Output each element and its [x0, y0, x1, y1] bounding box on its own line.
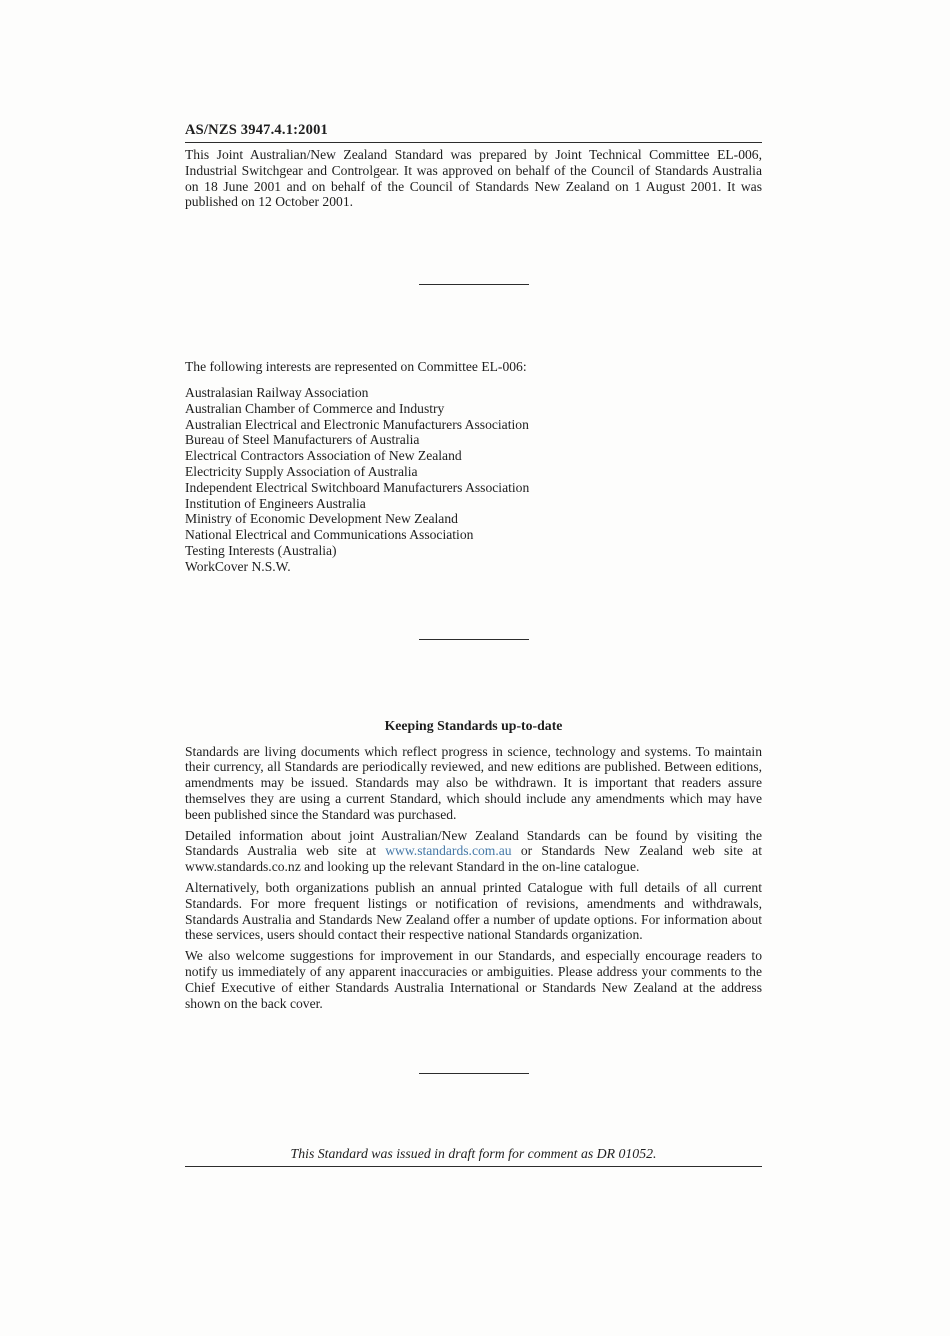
section-divider	[419, 284, 529, 285]
keeping-paragraph-4: We also welcome suggestions for improvement in our Standards, and especially encourage readers to notify us immediately of any apparent inaccuracies or ambiguities. Please address your comments to the Chief Executive of either Standards Australia International or Standards New Zealand at the address shown on the back cover.	[185, 948, 762, 1011]
committee-member: Electrical Contractors Association of New Zealand	[185, 448, 462, 464]
page-content	[185, 122, 762, 1167]
committee-member: Testing Interests (Australia)	[185, 542, 337, 558]
committee-member: National Electrical and Communications Association	[185, 527, 474, 543]
standards-australia-web-link[interactable]: www.standards.com.au	[385, 843, 512, 859]
keeping-paragraph-3: Alternatively, both organizations publish an annual printed Catalogue with full details of all current Standards. For more frequent listings or notification of revisions, amendments and withdrawals, Standards Australia and Standards New Zealand offer a number of update options. For information about these services, users should contact their respective national Standards organization.	[185, 879, 762, 943]
page-footer	[185, 1146, 762, 1167]
header-rule	[185, 142, 762, 143]
keeping-standards-heading: Keeping Standards up-to-date	[384, 717, 563, 733]
preparation-note: This Joint Australian/New Zealand Standard was prepared by Joint Technical Committee EL-006, Industrial Switchgear and Controlgear. It was approved on behalf of the Council of Standards Australia on 18 June 2001 and on behalf of the Council of Standards New Zealand on 1 August 2001. It was published on 12 October 2001.	[185, 147, 762, 210]
committee-member: Australasian Railway Association	[185, 384, 369, 400]
standard-number: AS/NZS 3947.4.1:2001	[185, 122, 328, 138]
committee-member: Australian Chamber of Commerce and Industry	[185, 400, 445, 416]
draft-comment-note: This Standard was issued in draft form for comment as DR 01052.	[290, 1146, 657, 1162]
section-divider	[419, 1073, 529, 1074]
committee-member-list	[185, 385, 762, 575]
keeping-paragraph-1: Standards are living documents which reflect progress in science, technology and systems. To maintain their currency, all Standards are periodically reviewed, and new editions are published. Between editions, amendments may be issued. Standards may also be withdrawn. It is important that readers assure themselves they are using a current Standard, which should include any amendments which may have been published since the Standard was purchased.	[185, 743, 762, 822]
footer-rule	[185, 1166, 762, 1167]
committee-member: Ministry of Economic Development New Zealand	[185, 511, 458, 527]
committee-member: Independent Electrical Switchboard Manufacturers Association	[185, 479, 530, 495]
standard-header	[185, 122, 762, 210]
committee-member: WorkCover N.S.W.	[185, 558, 291, 574]
committee-lead: The following interests are represented on Committee EL-006:	[185, 359, 527, 375]
committee-member: Electricity Supply Association of Australia	[185, 463, 418, 479]
keeping-paragraph-2-after: or Standards New Zealand web site at www.standards.co.nz and looking up the relevant Standard in the on-line catalogue.	[185, 843, 762, 875]
committee-member: Institution of Engineers Australia	[185, 495, 366, 511]
keeping-paragraph-2-before: Detailed information about joint Australian/New Zealand Standards can be found by visiting the Standards Australia web site at	[185, 827, 762, 859]
section-divider	[419, 639, 529, 640]
committee-member: Bureau of Steel Manufacturers of Australia	[185, 432, 420, 448]
committee-member: Australian Electrical and Electronic Manufacturers Association	[185, 416, 529, 432]
keeping-paragraph-2	[185, 828, 762, 875]
